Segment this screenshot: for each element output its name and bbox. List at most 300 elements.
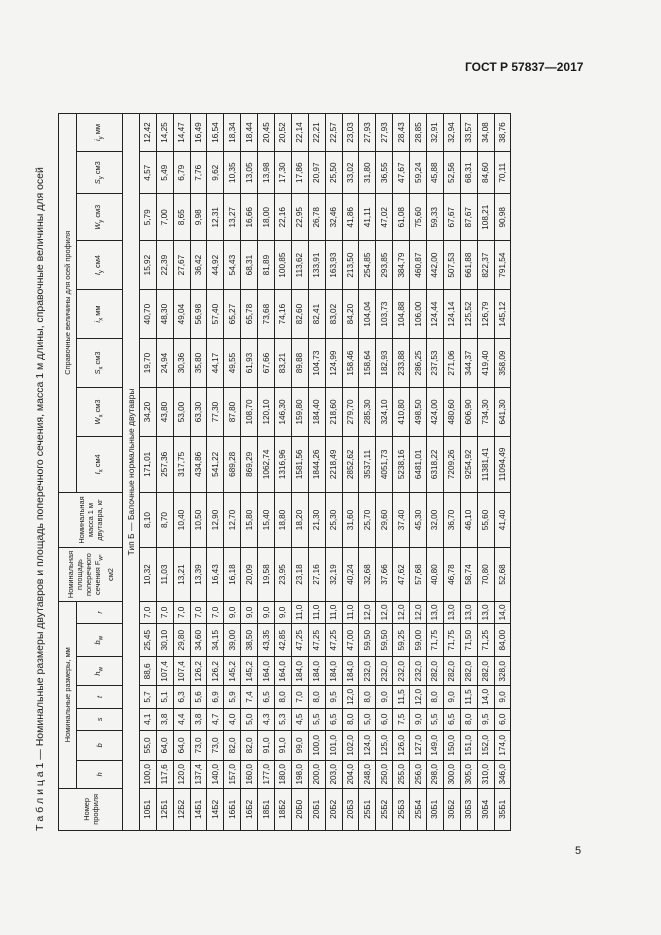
- value-cell: 9,0: [494, 686, 511, 708]
- value-cell: 5,5: [427, 708, 444, 730]
- value-cell: 16,49: [190, 114, 207, 152]
- value-cell: 36,42: [190, 241, 207, 290]
- value-cell: 305,0: [460, 760, 477, 788]
- value-cell: 59,00: [410, 624, 427, 657]
- value-cell: 57,40: [207, 290, 224, 339]
- value-cell: 65,78: [241, 290, 258, 339]
- value-cell: 11,0: [291, 601, 308, 623]
- value-cell: 7,4: [241, 686, 258, 708]
- profile-number-cell: 30Б2: [443, 788, 460, 830]
- value-cell: 8,0: [460, 708, 477, 730]
- value-cell: 35,80: [190, 339, 207, 388]
- value-cell: 5,7: [139, 686, 156, 708]
- value-cell: 7,5: [393, 708, 410, 730]
- table-caption: Т а б л и ц а 1 — Номинальные размеры двутавров и площадь поперечного сечения, масса 1 м длины, справочные величины для осей: [34, 167, 46, 831]
- value-cell: 40,70: [139, 290, 156, 339]
- value-cell: 71,25: [477, 624, 494, 657]
- value-cell: 6481,01: [410, 437, 427, 493]
- profile-number-cell: 30Б4: [477, 788, 494, 830]
- value-cell: 20,09: [241, 548, 258, 601]
- value-cell: 32,00: [427, 492, 444, 548]
- value-cell: 1316,96: [275, 437, 292, 493]
- value-cell: 6,0: [494, 708, 511, 730]
- value-cell: 104,04: [359, 290, 376, 339]
- value-cell: 286,25: [410, 339, 427, 388]
- value-cell: 257,36: [156, 437, 173, 493]
- value-cell: 145,2: [241, 657, 258, 686]
- value-cell: 174,0: [494, 730, 511, 760]
- value-cell: 107,4: [173, 657, 190, 686]
- value-cell: 346,0: [494, 760, 511, 788]
- value-cell: 11,5: [393, 686, 410, 708]
- table-row: [477, 114, 494, 831]
- value-cell: 120,10: [258, 388, 275, 437]
- value-cell: 12,70: [224, 492, 241, 548]
- value-cell: 5,3: [275, 708, 292, 730]
- profile-number-cell: 25Б2: [376, 788, 393, 830]
- value-cell: 127,0: [410, 730, 427, 760]
- value-cell: 90,98: [494, 194, 511, 241]
- value-cell: 34,08: [477, 114, 494, 152]
- value-cell: 5,1: [156, 686, 173, 708]
- value-cell: 3,8: [190, 708, 207, 730]
- value-cell: 25,45: [139, 624, 156, 657]
- value-cell: 4,7: [207, 708, 224, 730]
- value-cell: 47,62: [393, 548, 410, 601]
- value-cell: 184,0: [325, 657, 342, 686]
- value-cell: 68,31: [241, 241, 258, 290]
- col-8: $W_x$ см3: [77, 388, 123, 437]
- value-cell: 55,0: [139, 730, 156, 760]
- profile-number-cell: 14Б1: [190, 788, 207, 830]
- value-cell: 158,46: [342, 339, 359, 388]
- value-cell: 81,89: [258, 241, 275, 290]
- value-cell: 45,88: [427, 152, 444, 194]
- col-5: $b_w$: [77, 624, 123, 657]
- value-cell: 58,74: [460, 548, 477, 601]
- profile-number-cell: 25Б1: [359, 788, 376, 830]
- table-row: [359, 114, 376, 831]
- value-cell: 2852,62: [342, 437, 359, 493]
- value-cell: 18,00: [258, 194, 275, 241]
- table-row: [443, 114, 460, 831]
- value-cell: 293,85: [376, 241, 393, 290]
- col-14: $i_y$ мм: [77, 114, 123, 152]
- value-cell: 12,31: [207, 194, 224, 241]
- value-cell: 4,0: [224, 708, 241, 730]
- profile-table: [58, 113, 511, 831]
- value-cell: 52,56: [443, 152, 460, 194]
- profile-number-cell: 18Б2: [275, 788, 292, 830]
- value-cell: 44,92: [207, 241, 224, 290]
- value-cell: 232,0: [410, 657, 427, 686]
- value-cell: 10,35: [224, 152, 241, 194]
- profile-number-cell: 30Б1: [427, 788, 444, 830]
- col-0: h: [77, 760, 123, 788]
- value-cell: 65,27: [224, 290, 241, 339]
- value-cell: 71,75: [427, 624, 444, 657]
- value-cell: 18,44: [241, 114, 258, 152]
- value-cell: 67,67: [443, 194, 460, 241]
- col-2: s: [77, 708, 123, 730]
- value-cell: 184,0: [342, 657, 359, 686]
- value-cell: 4051,73: [376, 437, 393, 493]
- value-cell: 25,50: [325, 152, 342, 194]
- col-6: r: [77, 601, 123, 623]
- value-cell: 61,93: [241, 339, 258, 388]
- table-row: [139, 114, 156, 831]
- value-cell: 125,52: [460, 290, 477, 339]
- value-cell: 64,0: [156, 730, 173, 760]
- value-cell: 5,49: [156, 152, 173, 194]
- value-cell: 9,0: [224, 601, 241, 623]
- value-cell: 22,57: [325, 114, 342, 152]
- value-cell: 88,6: [139, 657, 156, 686]
- value-cell: 8,0: [308, 686, 325, 708]
- value-cell: 9,5: [325, 686, 342, 708]
- value-cell: 13,21: [173, 548, 190, 601]
- value-cell: 37,66: [376, 548, 393, 601]
- value-cell: 18,34: [224, 114, 241, 152]
- value-cell: 82,60: [291, 290, 308, 339]
- value-cell: 344,37: [460, 339, 477, 388]
- value-cell: 32,19: [325, 548, 342, 601]
- value-cell: 213,50: [342, 241, 359, 290]
- value-cell: 15,92: [139, 241, 156, 290]
- value-cell: 73,68: [258, 290, 275, 339]
- table-row: [410, 114, 427, 831]
- value-cell: 5,0: [359, 708, 376, 730]
- value-cell: 279,70: [342, 388, 359, 437]
- value-cell: 160,0: [241, 760, 258, 788]
- table-row: [291, 114, 308, 831]
- col-1: b: [77, 730, 123, 760]
- value-cell: 20,52: [275, 114, 292, 152]
- value-cell: 13,05: [241, 152, 258, 194]
- value-cell: 63,30: [190, 388, 207, 437]
- value-cell: 106,00: [410, 290, 427, 339]
- value-cell: 32,68: [359, 548, 376, 601]
- value-cell: 158,64: [359, 339, 376, 388]
- value-cell: 126,2: [207, 657, 224, 686]
- value-cell: 182,93: [376, 339, 393, 388]
- page-number: 5: [575, 845, 582, 857]
- table-row: [308, 114, 325, 831]
- value-cell: 12,0: [359, 601, 376, 623]
- value-cell: 39,00: [224, 624, 241, 657]
- value-cell: 9,98: [190, 194, 207, 241]
- value-cell: 10,50: [190, 492, 207, 548]
- value-cell: 16,54: [207, 114, 224, 152]
- value-cell: 9,0: [376, 686, 393, 708]
- value-cell: 22,21: [308, 114, 325, 152]
- value-cell: 498,50: [410, 388, 427, 437]
- value-cell: 23,95: [275, 548, 292, 601]
- value-cell: 56,98: [190, 290, 207, 339]
- value-cell: 298,0: [427, 760, 444, 788]
- value-cell: 125,0: [376, 730, 393, 760]
- value-cell: 21,30: [308, 492, 325, 548]
- value-cell: 10,32: [139, 548, 156, 601]
- value-cell: 7,0: [139, 601, 156, 623]
- value-cell: 255,0: [393, 760, 410, 788]
- value-cell: 6318,22: [427, 437, 444, 493]
- value-cell: 1581,56: [291, 437, 308, 493]
- value-cell: 28,85: [410, 114, 427, 152]
- value-cell: 43,35: [258, 624, 275, 657]
- value-cell: 869,29: [241, 437, 258, 493]
- value-cell: 14,0: [494, 601, 511, 623]
- value-cell: 41,11: [359, 194, 376, 241]
- value-cell: 5,6: [190, 686, 207, 708]
- value-cell: 8,0: [427, 686, 444, 708]
- value-cell: 40,24: [342, 548, 359, 601]
- col-mass: Номинальная масса 1 м двутавра, кг: [59, 492, 123, 548]
- value-cell: 17,30: [275, 152, 292, 194]
- value-cell: 13,98: [258, 152, 275, 194]
- value-cell: 13,0: [427, 601, 444, 623]
- table-row: [173, 114, 190, 831]
- value-cell: 75,60: [410, 194, 427, 241]
- value-cell: 541,22: [207, 437, 224, 493]
- value-cell: 91,0: [258, 730, 275, 760]
- table-row: [156, 114, 173, 831]
- value-cell: 4,57: [139, 152, 156, 194]
- value-cell: 22,95: [291, 194, 308, 241]
- value-cell: 38,50: [241, 624, 258, 657]
- value-cell: 126,2: [190, 657, 207, 686]
- col-13: $S_y$ см3: [77, 152, 123, 194]
- value-cell: 6,9: [207, 686, 224, 708]
- value-cell: 6,79: [173, 152, 190, 194]
- value-cell: 73,0: [207, 730, 224, 760]
- value-cell: 282,0: [443, 657, 460, 686]
- value-cell: 48,30: [156, 290, 173, 339]
- value-cell: 31,60: [342, 492, 359, 548]
- profile-number-cell: 16Б2: [241, 788, 258, 830]
- value-cell: 137,4: [190, 760, 207, 788]
- value-cell: 13,0: [443, 601, 460, 623]
- value-cell: 91,0: [275, 730, 292, 760]
- value-cell: 15,80: [241, 492, 258, 548]
- value-cell: 47,67: [393, 152, 410, 194]
- value-cell: 5238,16: [393, 437, 410, 493]
- value-cell: 163,93: [325, 241, 342, 290]
- value-cell: 7209,26: [443, 437, 460, 493]
- value-cell: 42,85: [275, 624, 292, 657]
- table-row: [207, 114, 224, 831]
- rotated-table-block: [34, 113, 634, 831]
- value-cell: 55,60: [477, 492, 494, 548]
- value-cell: 358,09: [494, 339, 511, 388]
- value-cell: 124,99: [325, 339, 342, 388]
- table-row: [224, 114, 241, 831]
- value-cell: 12,0: [376, 601, 393, 623]
- value-cell: 113,62: [291, 241, 308, 290]
- value-cell: 317,75: [173, 437, 190, 493]
- value-cell: 507,53: [443, 241, 460, 290]
- profile-number-cell: 12Б1: [156, 788, 173, 830]
- value-cell: 6,5: [443, 708, 460, 730]
- value-cell: 126,0: [393, 730, 410, 760]
- value-cell: 33,57: [460, 114, 477, 152]
- value-cell: 8,0: [359, 686, 376, 708]
- value-cell: 11,0: [325, 601, 342, 623]
- value-cell: 46,78: [443, 548, 460, 601]
- value-cell: 424,00: [427, 388, 444, 437]
- value-cell: 11,0: [308, 601, 325, 623]
- value-cell: 7,76: [190, 152, 207, 194]
- value-cell: 9,0: [410, 708, 427, 730]
- value-cell: 282,0: [477, 657, 494, 686]
- profile-number-cell: 20Б1: [308, 788, 325, 830]
- value-cell: 149,0: [427, 730, 444, 760]
- value-cell: 145,12: [494, 290, 511, 339]
- table-row: [241, 114, 258, 831]
- value-cell: 67,66: [258, 339, 275, 388]
- value-cell: 25,30: [325, 492, 342, 548]
- value-cell: 133,91: [308, 241, 325, 290]
- value-cell: 41,40: [494, 492, 511, 548]
- value-cell: 198,0: [291, 760, 308, 788]
- value-cell: 6,3: [173, 686, 190, 708]
- value-cell: 4,5: [291, 708, 308, 730]
- value-cell: 100,85: [275, 241, 292, 290]
- value-cell: 32,94: [443, 114, 460, 152]
- table-row: [427, 114, 444, 831]
- value-cell: 232,0: [376, 657, 393, 686]
- value-cell: 100,0: [308, 730, 325, 760]
- value-cell: 126,79: [477, 290, 494, 339]
- value-cell: 7,0: [190, 601, 207, 623]
- value-cell: 10,40: [173, 492, 190, 548]
- value-cell: 24,94: [156, 339, 173, 388]
- value-cell: 38,76: [494, 114, 511, 152]
- value-cell: 59,50: [359, 624, 376, 657]
- value-cell: 18,20: [291, 492, 308, 548]
- value-cell: 250,0: [376, 760, 393, 788]
- value-cell: 204,0: [342, 760, 359, 788]
- value-cell: 45,30: [410, 492, 427, 548]
- value-cell: 1062,74: [258, 437, 275, 493]
- table-row: [494, 114, 511, 831]
- value-cell: 37,40: [393, 492, 410, 548]
- value-cell: 68,31: [460, 152, 477, 194]
- value-cell: 41,86: [342, 194, 359, 241]
- table-row: [460, 114, 477, 831]
- value-cell: 13,27: [224, 194, 241, 241]
- col-area: Номинальная площадь поперечного сечения $F_w$, см2: [59, 548, 123, 601]
- value-cell: 232,0: [393, 657, 410, 686]
- value-cell: 9,0: [258, 601, 275, 623]
- value-cell: 11094,49: [494, 437, 511, 493]
- value-cell: 159,80: [291, 388, 308, 437]
- value-cell: 70,11: [494, 152, 511, 194]
- value-cell: 184,40: [308, 388, 325, 437]
- value-cell: 84,20: [342, 290, 359, 339]
- value-cell: 30,36: [173, 339, 190, 388]
- value-cell: 29,60: [376, 492, 393, 548]
- value-cell: 117,6: [156, 760, 173, 788]
- value-cell: 47,25: [308, 624, 325, 657]
- value-cell: 26,78: [308, 194, 325, 241]
- value-cell: 12,0: [410, 686, 427, 708]
- col-12: $W_y$ см3: [77, 194, 123, 241]
- profile-number-cell: 25Б3: [393, 788, 410, 830]
- value-cell: 145,2: [224, 657, 241, 686]
- value-cell: 9254,92: [460, 437, 477, 493]
- value-cell: 11,5: [460, 686, 477, 708]
- value-cell: 54,43: [224, 241, 241, 290]
- value-cell: 57,68: [410, 548, 427, 601]
- value-cell: 16,43: [207, 548, 224, 601]
- value-cell: 180,0: [275, 760, 292, 788]
- value-cell: 4,4: [173, 708, 190, 730]
- value-cell: 87,80: [224, 388, 241, 437]
- value-cell: 3,8: [156, 708, 173, 730]
- value-cell: 11,0: [342, 601, 359, 623]
- value-cell: 171,01: [139, 437, 156, 493]
- value-cell: 157,0: [224, 760, 241, 788]
- table-row: [342, 114, 359, 831]
- value-cell: 23,18: [291, 548, 308, 601]
- value-cell: 1844,26: [308, 437, 325, 493]
- value-cell: 49,04: [173, 290, 190, 339]
- value-cell: 822,37: [477, 241, 494, 290]
- value-cell: 31,80: [359, 152, 376, 194]
- value-cell: 71,50: [460, 624, 477, 657]
- value-cell: 15,40: [258, 492, 275, 548]
- value-cell: 49,55: [224, 339, 241, 388]
- value-cell: 16,66: [241, 194, 258, 241]
- value-cell: 7,0: [291, 686, 308, 708]
- value-cell: 7,00: [156, 194, 173, 241]
- value-cell: 18,80: [275, 492, 292, 548]
- profile-number-cell: 20Б2: [325, 788, 342, 830]
- value-cell: 11381,41: [477, 437, 494, 493]
- value-cell: 232,0: [359, 657, 376, 686]
- value-cell: 120,0: [173, 760, 190, 788]
- value-cell: 271,06: [443, 339, 460, 388]
- value-cell: 46,10: [460, 492, 477, 548]
- value-cell: 59,25: [393, 624, 410, 657]
- col-3: t: [77, 686, 123, 708]
- value-cell: 7,0: [173, 601, 190, 623]
- value-cell: 59,24: [410, 152, 427, 194]
- value-cell: 177,0: [258, 760, 275, 788]
- value-cell: 71,75: [443, 624, 460, 657]
- value-cell: 32,46: [325, 194, 342, 241]
- col-profile: Номер профиля: [59, 788, 123, 830]
- value-cell: 310,0: [477, 760, 494, 788]
- table-row: [258, 114, 275, 831]
- value-cell: 12,0: [393, 601, 410, 623]
- profile-number-cell: 20Б3: [342, 788, 359, 830]
- value-cell: 59,33: [427, 194, 444, 241]
- table-row: [325, 114, 342, 831]
- value-cell: 47,02: [376, 194, 393, 241]
- value-cell: 44,17: [207, 339, 224, 388]
- value-cell: 27,93: [376, 114, 393, 152]
- value-cell: 184,0: [308, 657, 325, 686]
- value-cell: 103,73: [376, 290, 393, 339]
- col-11: $I_y$ см4: [77, 241, 123, 290]
- value-cell: 5,79: [139, 194, 156, 241]
- profile-number-cell: 12Б2: [173, 788, 190, 830]
- value-cell: 324,10: [376, 388, 393, 437]
- value-cell: 9,0: [275, 601, 292, 623]
- value-cell: 641,30: [494, 388, 511, 437]
